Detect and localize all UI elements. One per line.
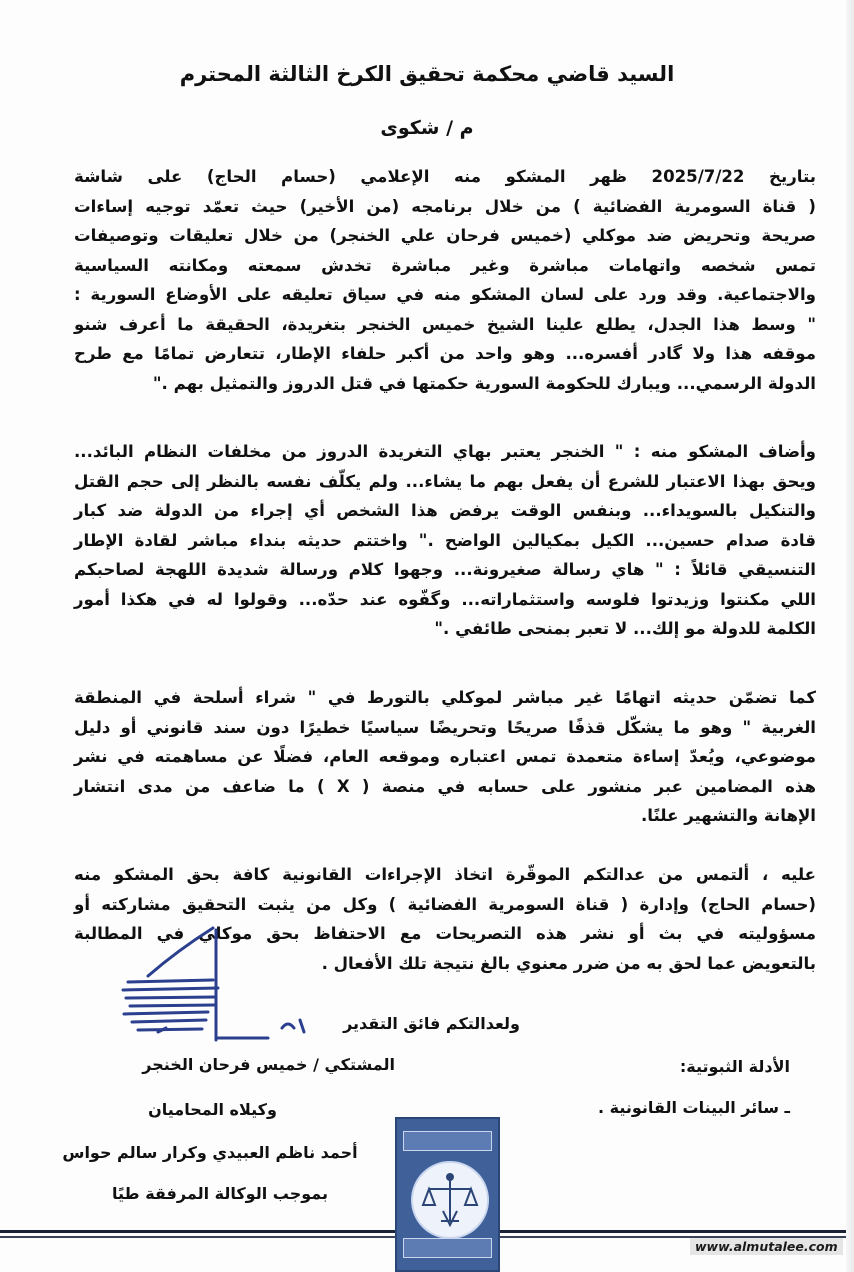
paragraph-3 xyxy=(74,683,816,831)
text-line: الكلمة للدولة مو إلك... لا تعبر بمنحى طائفي ." xyxy=(434,619,816,638)
divider-line xyxy=(500,1230,854,1233)
evidence-item: ـ سائر البينات القانونية . xyxy=(598,1098,790,1117)
text-line: بالتعويض عما لحق به من ضرر معنوي بالغ نتيجة تلك الأفعال . xyxy=(321,953,816,973)
evidence-heading: الأدلة الثبوتية: xyxy=(679,1057,790,1076)
text-line: (حسام الحاج) وإدارة ( قناة السومرية الفضائية ) وكل من يثبت التحقيق مشاركته أو xyxy=(74,894,816,914)
divider-line xyxy=(0,1230,395,1233)
scales-of-justice-icon xyxy=(413,1163,487,1237)
text-line: بتاريخ 2025/7/22 ظهر المشكو منه الإعلامي (حسام الحاج) على شاشة xyxy=(74,167,816,186)
site-watermark: www.almutalee.com xyxy=(690,1238,843,1255)
text-line: موقفه هذا ولا گادر أفسره... وهو واحد من أكبر حلفاء الإطار، تتعارض تمامًا مع طرح xyxy=(74,344,816,363)
lawyers-heading: وكيلاه المحاميان xyxy=(148,1100,277,1119)
text-line: عليه ، ألتمس من عدالتكم الموقّرة اتخاذ الإجراءات القانونية كافة بحق المشكو منه xyxy=(74,865,816,884)
text-line: والتنكيل بالسويداء... وبنفس الوقت يرفض هذا الشخص أي إجراء من الدولة ضد كبار xyxy=(74,501,816,520)
paragraph-2 xyxy=(74,437,816,644)
text-line: موضوعي، ويُعدّ إساءة متعمدة تمس اعتباره وموقعه العام، فضلًا عن مساهمته في نشر xyxy=(74,747,816,766)
text-line: صريحة وتحريض ضد موكلي (خميس فرحان علي الخنجر) من خلال تعليقات وتوصيفات xyxy=(74,226,816,245)
text-line: هذه المضامين عبر منشور على حسابه في منصة ( X ) ما ضاعف من مدى انتشار xyxy=(74,776,816,796)
text-line: الغربية " وهو ما يشكّل قذفًا صريحًا وتحريضًا سياسيًا خطيرًا دون سند قانوني أو دليل xyxy=(74,717,816,737)
page-edge-shadow xyxy=(846,0,854,1272)
closing-regards: ولعدالتكم فائق التقدير xyxy=(343,1014,520,1033)
text-line: كما تضمّن حديثه اتهامًا غير مباشر لموكلي بالتورط في " شراء أسلحة في المنطقة xyxy=(74,688,816,707)
complainant-name: المشتكي / خميس فرحان الخنجر xyxy=(142,1055,395,1074)
divider-line xyxy=(0,1236,395,1238)
lawyers-names: أحمد ناظم العبيدي وكرار سالم حواس xyxy=(62,1143,358,1162)
text-line: ( قناة السومرية الفضائية ) من خلال برنامجه (من الأخير) حيث تعمّد توجيه إساءات xyxy=(74,196,816,216)
text-line: الدولة الرسمي... ويبارك للحكومة السورية حكمتها في قتل الدروز والتمثيل بهم ." xyxy=(152,373,816,393)
paragraph-1 xyxy=(74,162,816,398)
text-line: اللي مكنتوا وزيدتوا فلوسه واستثماراته... وگفّوه عند حدّه... وقولوا له في هكذا أمور xyxy=(74,589,816,609)
text-line: تمس شخصه واتهامات مباشرة وغير مباشرة تخدش سمعته ومكانته السياسية xyxy=(74,255,816,275)
signature-scribble-icon xyxy=(118,920,348,1060)
document-subject: م / شكوى xyxy=(380,117,474,139)
text-line: قادة صدام حسين... الكيل بمكيالين الواضح ." واختتم حديثه بنداء مباشر لقادة الإطار xyxy=(74,530,816,550)
text-line: والاجتماعية. وقد ورد على لسان المشكو منه في سياق تعليقه على الأوضاع السورية : xyxy=(74,285,816,304)
document-title: السيد قاضي محكمة تحقيق الكرخ الثالثة المحترم xyxy=(179,62,675,86)
text-line: الإهانة والتشهير علنًا. xyxy=(641,806,816,825)
lawyers-proxy-note: بموجب الوكالة المرفقة طيًا xyxy=(112,1184,328,1203)
revenue-stamp xyxy=(395,1117,500,1272)
text-line: التنسيقي قائلاً : " هاي رسالة صغيرونة... وجهوا كلام ورسالة شديدة اللهجة لصاحبكم xyxy=(74,560,816,579)
text-line: مسؤوليته في بث أو نشر هذه التصريحات مع الاحتفاظ بحق موكلي في المطالبة xyxy=(74,924,816,943)
text-line: ويحق بهذا الاعتبار للشرع أن يفعل بهم ما يشاء... ولم يكلّف نفسه بالنظر إلى حجم القتل xyxy=(74,471,816,491)
text-line: " وسط هذا الجدل، يطلع علينا الشيخ خميس الخنجر بتغريدة، الحقيقة ما أعرف شنو xyxy=(74,314,816,334)
text-line: وأضاف المشكو منه : " الخنجر يعتبر بهاي التغريدة الدروز من مخلفات النظام البائد... xyxy=(74,442,816,461)
